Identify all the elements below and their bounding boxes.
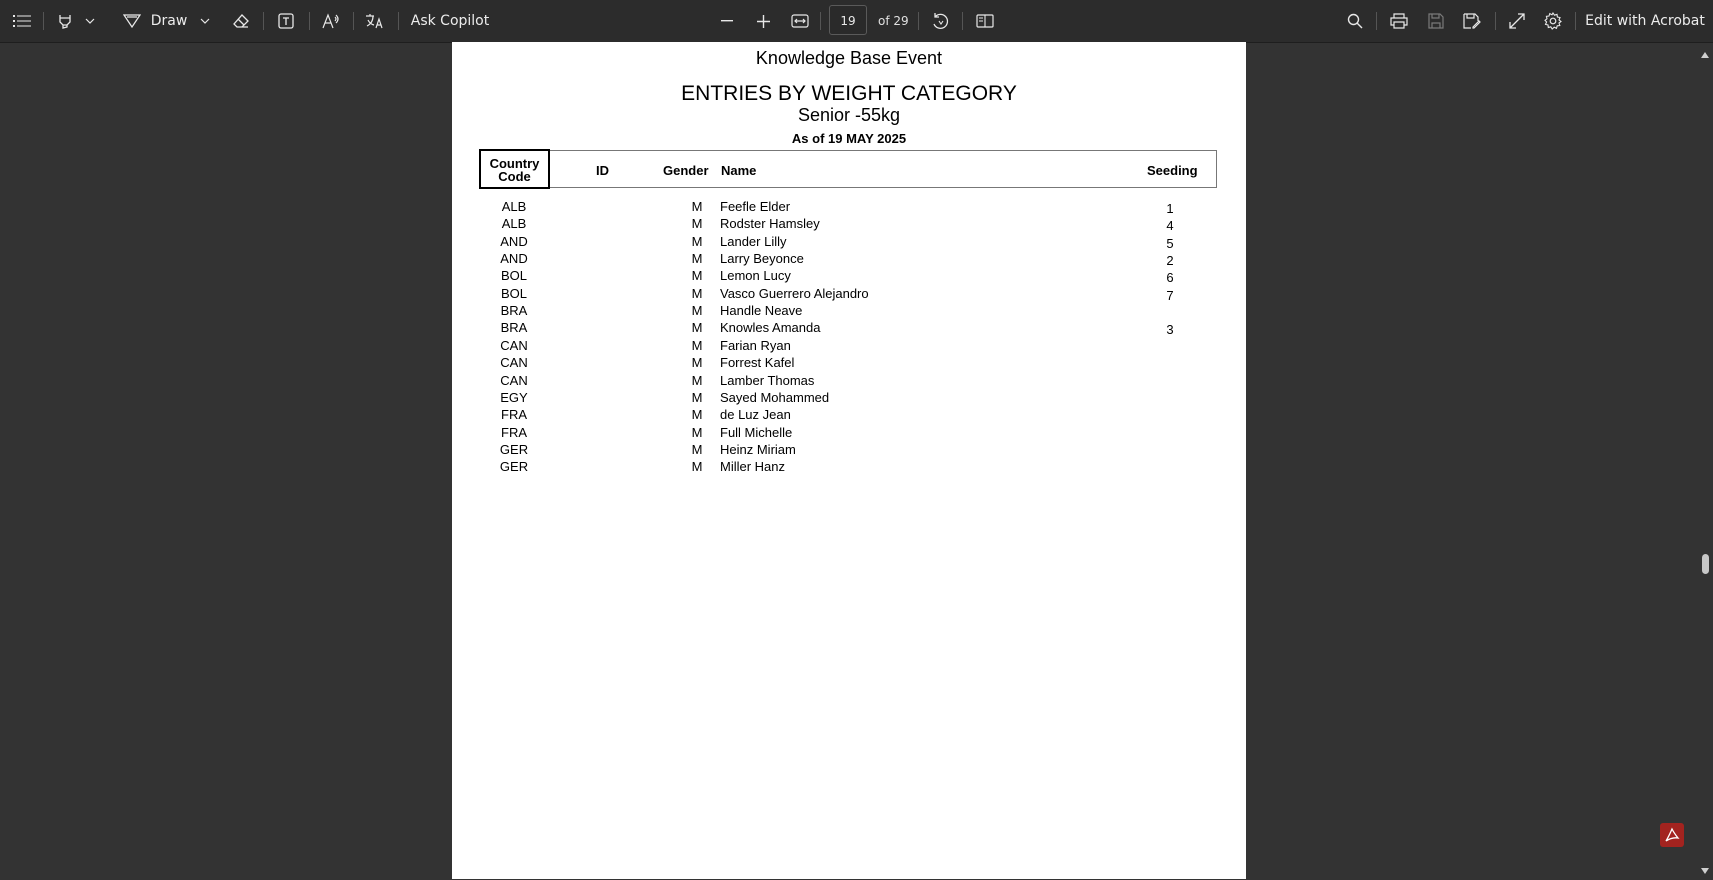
table-row — [452, 459, 1246, 476]
country-cell: ALB — [501, 216, 527, 232]
gender-cell: M — [691, 268, 703, 284]
country-cell: GER — [499, 441, 529, 457]
name-cell: de Luz Jean — [720, 407, 791, 423]
separator — [918, 12, 919, 30]
draw-label[interactable]: Draw — [150, 13, 188, 29]
name-cell: Lemon Lucy — [720, 268, 791, 284]
country-cell: BRA — [500, 303, 528, 319]
column-header-name: Name — [721, 163, 757, 178]
seeding-cell: 3 — [1166, 322, 1174, 338]
table-header — [479, 150, 1217, 188]
name-cell: Miller Hanz — [720, 459, 786, 475]
scrollbar-thumb[interactable] — [1702, 554, 1709, 574]
gender-cell: M — [691, 303, 703, 319]
country-cell: EGY — [500, 389, 528, 405]
gender-cell: M — [691, 355, 703, 371]
column-header-gender: Gender — [663, 163, 709, 178]
gender-cell: M — [691, 251, 703, 267]
edit-with-acrobat-button[interactable]: Edit with Acrobat — [1585, 13, 1705, 29]
country-cell: AND — [500, 233, 528, 249]
table-row — [452, 442, 1246, 459]
fullscreen-icon[interactable] — [1505, 0, 1529, 42]
country-cell: CAN — [500, 337, 528, 353]
gender-cell: M — [691, 285, 703, 301]
save-icon — [1424, 0, 1448, 42]
table-row — [452, 373, 1246, 390]
gender-cell: M — [691, 407, 703, 423]
separator — [353, 12, 354, 30]
table-row — [452, 390, 1246, 407]
seeding-cell: 7 — [1166, 287, 1174, 303]
save-as-icon[interactable] — [1460, 0, 1484, 42]
seeding-cell: 2 — [1166, 253, 1174, 269]
list-icon[interactable] — [10, 0, 34, 42]
name-cell: Rodster Hamsley — [720, 216, 820, 232]
search-icon[interactable] — [1343, 0, 1367, 42]
separator — [1376, 12, 1377, 30]
name-cell: Knowles Amanda — [720, 320, 821, 336]
zoom-in-icon[interactable] — [752, 0, 774, 42]
column-header-id: ID — [596, 163, 609, 178]
zoom-out-icon[interactable] — [716, 0, 738, 42]
table-row — [452, 407, 1246, 424]
table-row — [452, 268, 1246, 285]
gender-cell: M — [691, 320, 703, 336]
name-cell: Vasco Guerrero Alejandro — [720, 285, 869, 301]
table-row — [452, 338, 1246, 355]
draw-icon[interactable] — [122, 0, 142, 42]
name-cell: Larry Beyonce — [720, 251, 804, 267]
name-cell: Feefle Elder — [720, 199, 791, 214]
table-row — [452, 355, 1246, 372]
table-row — [452, 199, 1246, 216]
page-view-icon[interactable] — [973, 0, 997, 42]
seeding-cell: 1 — [1166, 201, 1174, 216]
table-row — [452, 303, 1246, 320]
country-cell: CAN — [500, 372, 528, 388]
gender-cell: M — [691, 389, 703, 405]
country-cell: BOL — [500, 285, 527, 301]
name-cell: Lamber Thomas — [720, 372, 815, 388]
draw-dropdown-chevron-down-icon[interactable] — [198, 0, 212, 42]
toolbar — [0, 0, 1713, 43]
settings-icon[interactable] — [1541, 0, 1565, 42]
pdf-page — [452, 42, 1246, 879]
separator — [820, 12, 821, 30]
scroll-up-icon[interactable] — [1700, 46, 1710, 56]
translate-icon[interactable] — [364, 0, 386, 42]
gender-cell: M — [691, 233, 703, 249]
table-row — [452, 286, 1246, 303]
country-cell: FRA — [501, 407, 527, 423]
gender-cell: M — [691, 372, 703, 388]
separator — [962, 12, 963, 30]
column-header-country-line1: Country — [489, 156, 540, 171]
separator — [43, 12, 44, 30]
separator — [1575, 12, 1576, 30]
separator — [398, 12, 399, 30]
table-row — [452, 320, 1246, 337]
name-cell: Forrest Kafel — [720, 355, 795, 371]
read-aloud-icon[interactable] — [320, 0, 342, 42]
table-row — [452, 216, 1246, 233]
table-row — [452, 234, 1246, 251]
seeding-cell: 6 — [1166, 270, 1174, 286]
separator — [309, 12, 310, 30]
gender-cell: M — [691, 337, 703, 353]
gender-cell: M — [691, 424, 703, 440]
seeding-cell: 4 — [1166, 218, 1174, 234]
page-number-input[interactable]: 19 — [829, 5, 867, 35]
column-header-country-line2: Code — [498, 169, 531, 184]
rotate-icon[interactable] — [928, 0, 952, 42]
document-title: ENTRIES BY WEIGHT CATEGORY — [681, 82, 1017, 105]
separator — [1495, 12, 1496, 30]
eraser-icon[interactable] — [230, 0, 252, 42]
ask-copilot-button[interactable]: Ask Copilot — [410, 13, 490, 29]
country-cell: ALB — [501, 199, 527, 214]
gender-cell: M — [691, 459, 703, 475]
scroll-down-icon[interactable] — [1700, 862, 1710, 872]
page-count: of 29 — [878, 14, 909, 28]
fit-width-icon[interactable] — [788, 0, 812, 42]
gender-cell: M — [691, 199, 703, 214]
name-cell: Farian Ryan — [720, 337, 791, 353]
separator — [263, 12, 264, 30]
country-cell: AND — [500, 251, 528, 267]
name-cell: Lander Lilly — [720, 233, 787, 249]
gender-cell: M — [691, 216, 703, 232]
gender-cell: M — [691, 441, 703, 457]
name-cell: Full Michelle — [720, 424, 793, 440]
name-cell: Heinz Miriam — [720, 441, 796, 457]
table-row — [452, 425, 1246, 442]
text-box-icon[interactable] — [275, 0, 297, 42]
country-cell: BOL — [500, 268, 527, 284]
as-of-date: As of 19 MAY 2025 — [791, 131, 907, 146]
name-cell: Sayed Mohammed — [720, 389, 830, 405]
event-title: Knowledge Base Event — [755, 48, 943, 68]
highlight-icon[interactable] — [55, 0, 75, 42]
country-cell: BRA — [500, 320, 528, 336]
highlight-dropdown-chevron-down-icon[interactable] — [83, 0, 97, 42]
country-cell: FRA — [501, 424, 527, 440]
column-header-country — [479, 149, 550, 189]
country-cell: GER — [499, 459, 529, 475]
name-cell: Handle Neave — [720, 303, 803, 319]
table-row — [452, 251, 1246, 268]
country-cell: CAN — [500, 355, 528, 371]
weight-category: Senior -55kg — [797, 105, 901, 125]
seeding-cell: 5 — [1166, 235, 1174, 251]
acrobat-icon[interactable] — [1660, 823, 1684, 847]
print-icon[interactable] — [1387, 0, 1411, 42]
column-header-seeding: Seeding — [1147, 163, 1198, 178]
